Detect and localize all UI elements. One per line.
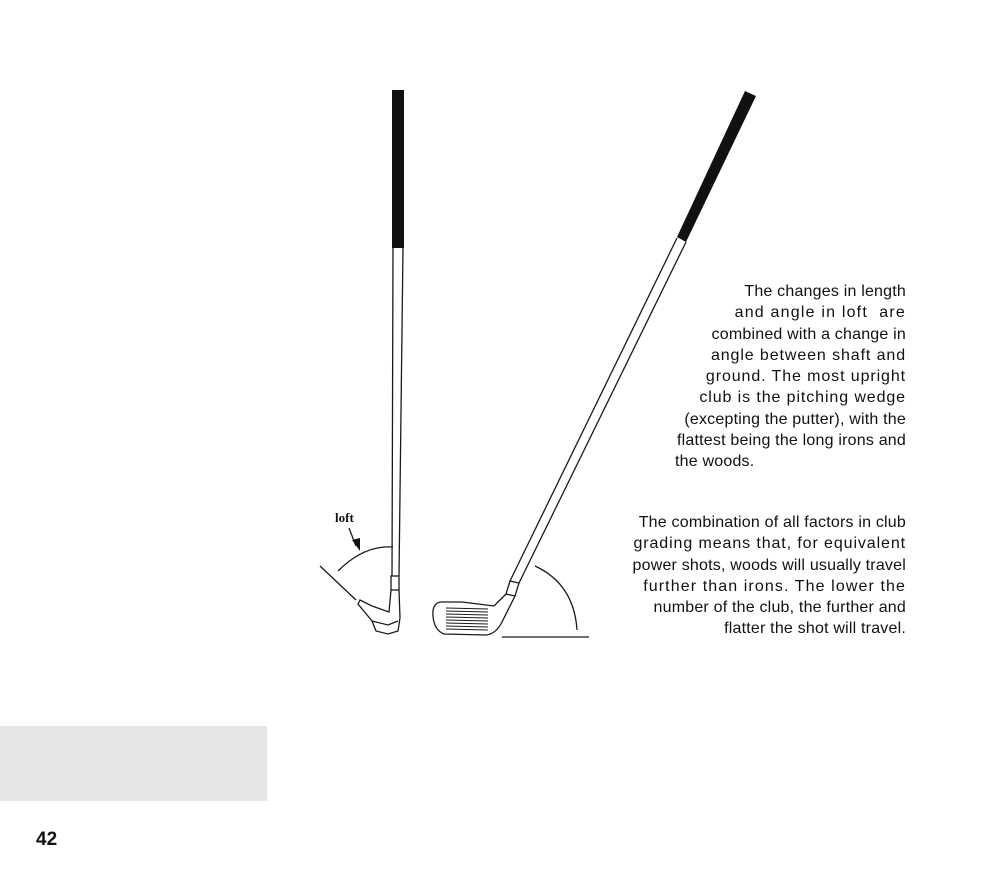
paragraph-line: ground. The most upright <box>705 368 906 386</box>
upright-club-head <box>358 590 400 634</box>
loft-arrowhead <box>352 538 360 551</box>
paragraph-line: The combination of all factors in club <box>638 514 906 531</box>
page-number: 42 <box>36 829 58 850</box>
paragraph-line: club is the pitching wedge <box>699 389 906 407</box>
paragraph-line: angle between shaft and <box>710 346 906 364</box>
paragraph-line: grading means that, for equivalent <box>633 535 906 553</box>
paragraph-line: and angle in loft are <box>734 304 906 322</box>
upright-club-shaft <box>392 248 393 576</box>
upright-club <box>320 90 404 634</box>
grey-margin-block <box>0 726 267 801</box>
paragraph-line: flatter the shot will travel. <box>724 620 906 638</box>
angled-club-grip <box>677 91 756 242</box>
angled-club-hosel <box>506 581 519 596</box>
paragraph-line: flattest being the long irons and <box>677 432 906 450</box>
paragraph-line: (excepting the putter), with the <box>684 410 906 428</box>
loft-label: loft <box>335 510 354 525</box>
paragraph-line: power shots, woods will usually travel <box>632 556 906 574</box>
paragraph-line: number of the club, the further and <box>653 599 906 617</box>
paragraph-line: further than irons. The lower the <box>643 577 906 595</box>
angled-club-grooves <box>446 608 488 630</box>
upright-club-face-line <box>320 566 356 600</box>
upright-club-grip <box>392 90 404 248</box>
paragraph-club-grading <box>633 512 907 640</box>
paragraph-line: The changes in length <box>744 283 906 300</box>
paragraph-line: the woods. <box>675 453 755 471</box>
upright-club-loft-arc <box>338 547 393 571</box>
paragraph-shaft-angle <box>677 281 906 473</box>
upright-club-hosel <box>391 576 399 590</box>
paragraph-line: combined with a change in <box>711 325 906 343</box>
angled-club-lie-arc <box>535 566 577 630</box>
